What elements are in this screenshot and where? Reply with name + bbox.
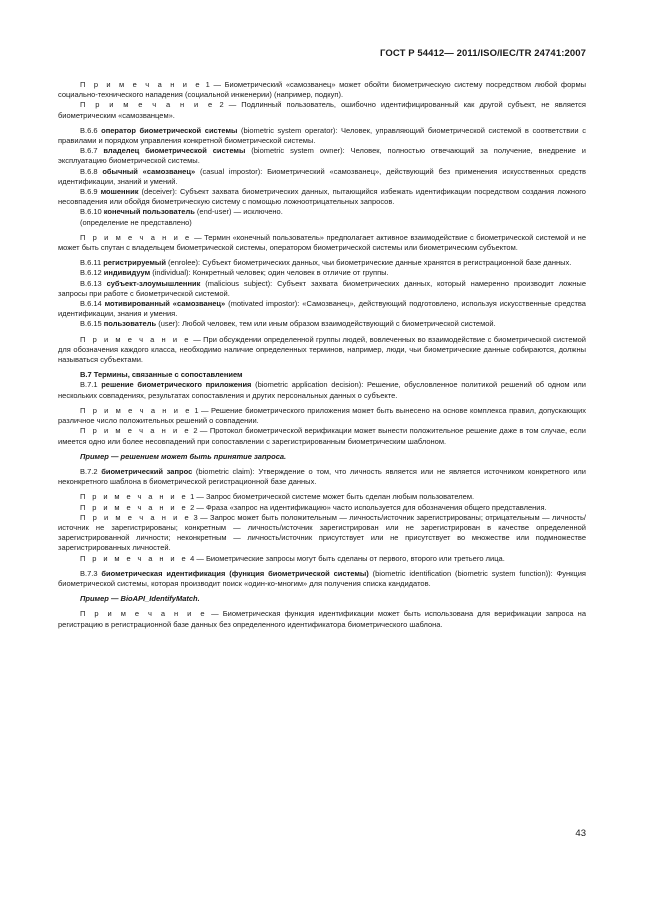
- note-10: П р и м е ч а н и е 4 — Биометрические запросы могут быть сделаны от первого, второго или третьего лица.: [80, 553, 505, 563]
- term-title: биометрический запрос: [101, 466, 193, 476]
- note-3: П р и м е ч а н и е — Термин «конечный пользователь» предполагает активное взаимодействие с биометрической системой и не может быть спутан с владельцем биометрической системы, оператором биометрической системы или биометрическим субъектом.: [58, 232, 586, 253]
- note-label: П р и м е ч а н и е: [80, 232, 192, 242]
- note-2: П р и м е ч а н и е 2 — Подлинный пользователь, ошибочно идентифицированный как другой субъект, не является биометрическим «самозванцем».: [58, 100, 586, 120]
- term-b615: В.6.15 пользователь (user): Любой человек, тем или иным образом взаимодействующий с биометрической системой.: [80, 319, 496, 329]
- term-title: конечный пользователь: [103, 207, 195, 217]
- term-title: мошенник: [100, 187, 139, 197]
- term-title: мотивированный «самозванец»: [104, 299, 226, 309]
- term-title: решение биометрического приложения: [101, 380, 252, 390]
- note-label: П р и м е ч а н и е: [80, 100, 215, 110]
- term-b68: В.6.8 обычный «самозванец» (casual impostor): Биометрический «самозванец», действующий без применения искусственных средств идентификации, знаний и умений.: [58, 166, 586, 186]
- term-title: оператор биометрической системы: [101, 125, 238, 135]
- note-label: П р и м е ч а н и е: [80, 80, 202, 89]
- standard-header: ГОСТ Р 54412— 2011/ISO/IEC/TR 24741:2007: [380, 48, 586, 59]
- term-title: индивидуум: [103, 268, 151, 278]
- term-b614: В.6.14 мотивированный «самозванец» (motivated impostor): «Самозванец», действующий подготовлено, используя искусственные средства идентификации, знания и умения.: [58, 299, 586, 319]
- note-label: П р и м е ч а н и е: [80, 334, 191, 344]
- note-label: П р и м е ч а н и е: [80, 426, 191, 436]
- page-number: 43: [575, 828, 586, 839]
- term-title: субъект-злоумышленник: [106, 278, 201, 288]
- note-11: П р и м е ч а н и е — Биометрическая функция идентификации может быть использована для верификации запроса на регистрацию в регистрационной базе данных без определенного идентификатора биометрического шаблона.: [58, 609, 586, 629]
- note-label: П р и м е ч а н и е: [80, 553, 189, 563]
- note-label: П р и м е ч а н и е: [80, 502, 189, 512]
- term-b610-sub: (определение не представлено): [80, 217, 192, 227]
- term-b613: В.6.13 субъект-злоумышленник (malicious subject): Субъект захвата биометрических данных, который намеренно производит ложные запросы при работе с биометрической системой.: [58, 278, 586, 298]
- note-label: П р и м е ч а н и е: [80, 405, 192, 415]
- note-9: П р и м е ч а н и е 3 — Запрос может быть положительным — личность/источник зарегистрированы; отрицательным — личность/источник не зарегистрированы; конкретным — личность/источник зарегистрирован или не зарегистрирован в качестве определенной зарегистрированной личности; неконкретным — личность/источник присутствует или не присутствует во множестве или подмножестве зарегистрированных личностей.: [58, 512, 586, 553]
- document-body: [58, 80, 586, 630]
- term-b611: В.6.11 регистрируемый (enrolee): Субъект биометрических данных, чьи биометрические данные хранятся в регистрационной базе данных.: [80, 258, 572, 268]
- term-b66: В.6.6 оператор биометрической системы (biometric system operator): Человек, управляющий биометрической системой в соответствии с правилами и порядком управления конкретной биометрической системы.: [58, 125, 586, 146]
- term-title: пользователь: [103, 319, 157, 329]
- term-title: биометрическая идентификация (функция биометрической системы): [101, 568, 369, 578]
- term-b72: В.7.2 биометрический запрос (biometric claim): Утверждение о том, что личность является или не является источником конкретного или неконкретного шаблона в биометрической регистрационной базе данных.: [58, 466, 586, 487]
- note-4: П р и м е ч а н и е — При обсуждении определенной группы людей, вовлеченных во взаимодействие с биометрической системой для обозначения каждого класса, необходимо наличие определенных терминов, например, люди, чьи биометрические данные собираются, должны называться субъектами.: [58, 334, 587, 365]
- term-b69: В.6.9 мошенник (deceiver): Субъект захвата биометрических данных, пытающийся избежать идентификации посредством создания ложного несовпадения или обойдя биометрическую систему с помощью ложноотрицательных запросов.: [58, 187, 586, 207]
- example-2: Пример — BioAPI_IdentifyMatch.: [80, 594, 200, 604]
- note-7: П р и м е ч а н и е 1 — Запрос биометрической системе может быть сделан любым пользователем.: [80, 492, 475, 502]
- term-title: регистрируемый: [103, 258, 166, 268]
- note-label: П р и м е ч а н и е: [80, 609, 207, 619]
- note-1: П р и м е ч а н и е 1 — Биометрический «самозванец» может обойти биометрическую систему посредством любой формы социально-технического нападения (социальной инженерии) (например, подкуп).: [58, 80, 586, 100]
- term-b71: В.7.1 решение биометрического приложения (biometric application decision): Решение, обусловленное политикой решений об одном или нескольких совпадениях, результатах сопоставления и других персональных данных о субъекте.: [58, 380, 586, 400]
- note-8: П р и м е ч а н и е 2 — Фраза «запрос на идентификацию» часто используется для обозначения общего представления.: [80, 502, 547, 512]
- term-b610: В.6.10 конечный пользователь (end-user) — исключено.: [80, 207, 283, 217]
- note-label: П р и м е ч а н и е: [80, 492, 189, 502]
- section-heading-b7: В.7 Термины, связанные с сопоставлением: [80, 370, 243, 380]
- term-title: владелец биометрической системы: [103, 146, 246, 156]
- note-6: П р и м е ч а н и е 2 — Протокол биометрической верификации может вынести положительное решение даже в том случае, если имеется одно или более несовпадений при сопоставлении с зарегистрированным биометрическим шаблоном.: [58, 426, 586, 446]
- term-b612: В.6.12 индивидуум (individual): Конкретный человек; один человек в отличие от группы.: [80, 268, 389, 278]
- example-1: Пример — решением может быть принятие запроса.: [80, 451, 287, 461]
- term-title: обычный «самозванец»: [102, 166, 196, 176]
- term-b73: В.7.3 биометрическая идентификация (функция биометрической системы) (biometric identification (biometric system function)): Функция биометрической системы, которая производит поиск «один-ко-многим» для получения списка кандидатов.: [58, 568, 586, 588]
- note-5: П р и м е ч а н и е 1 — Решение биометрического приложения может быть вынесено на основе комплекса правил, допускающих различное число положительных решений о совпадении.: [58, 405, 587, 426]
- note-label: П р и м е ч а н и е: [80, 512, 192, 522]
- term-b67: В.6.7 владелец биометрической системы (biometric system owner): Человек, полностью отвечающий за получение, внедрение и эксплуатацию биометрической системы.: [58, 146, 586, 166]
